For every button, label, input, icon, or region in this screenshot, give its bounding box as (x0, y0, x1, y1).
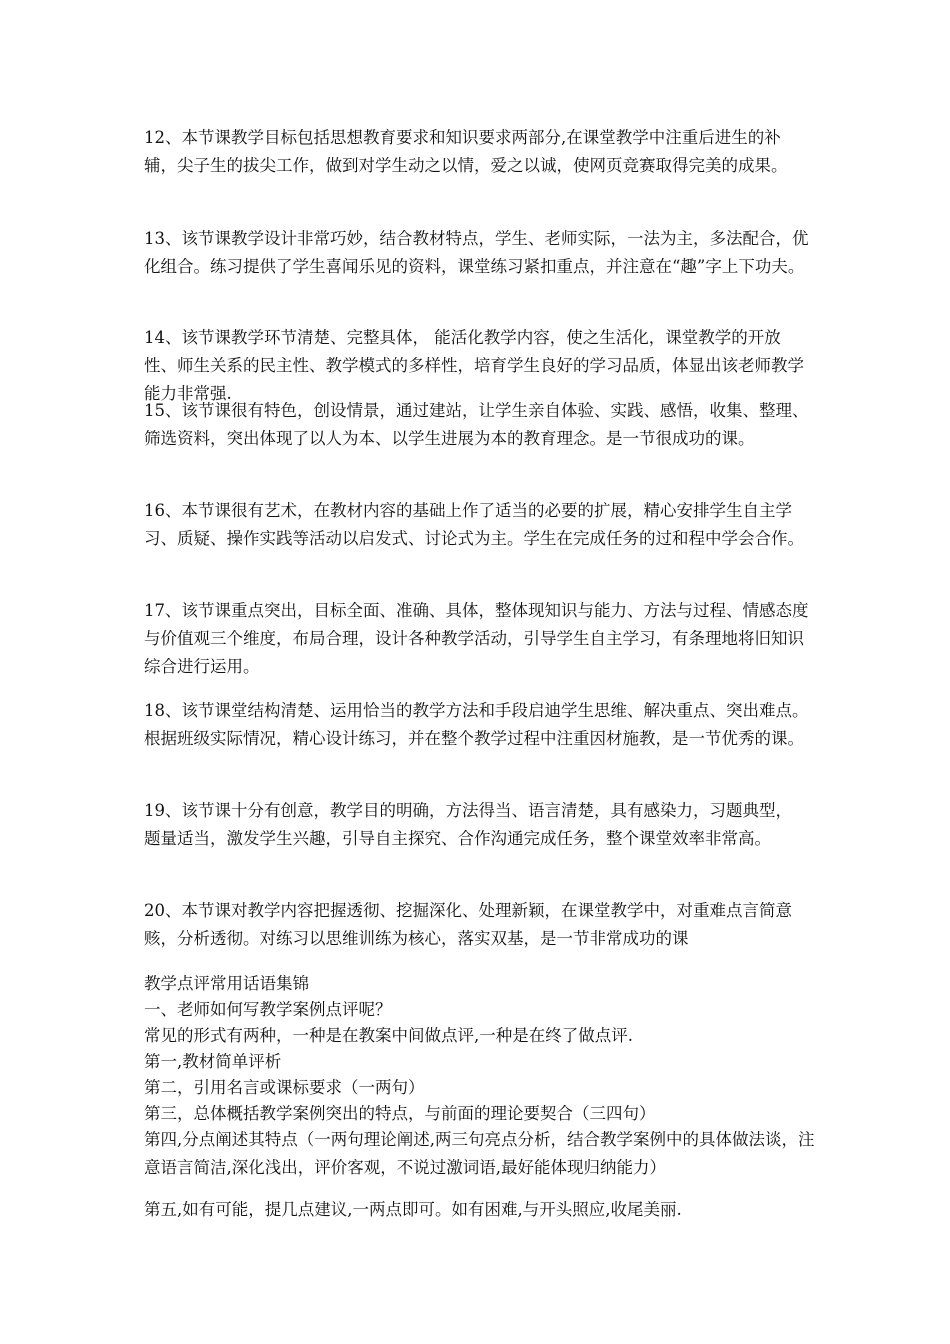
step-5: 第五,如有可能，提几点建议,一两点即可。如有困难,与开头照应,收尾美丽. (144, 1200, 682, 1219)
comment-item-13 (144, 225, 812, 281)
item-text: 该节课很有特色，创设情景，通过建站，让学生亲自体验、实践、感悟，收集、整理、筛选资料，突出体现了以人为本、以学生进展为本的教育理念。是一节很成功的课。 (144, 401, 809, 448)
item-text: 本节课对教学内容把握透彻、挖掘深化、处理新颖，在课堂教学中，对重难点言简意赅，分析透彻。对练习以思维训练为核心，落实双基，是一节非常成功的课 (144, 901, 792, 948)
item-number: 12、 (144, 128, 182, 147)
item-text: 该节课教学设计非常巧妙，结合教材特点，学生、老师实际，一法为主，多法配合，优化组合。练习提供了学生喜闻乐见的资料，课堂练习紧扣重点，并注意在“趣”字上下功夫。 (144, 229, 809, 276)
item-number: 15、 (144, 401, 182, 420)
item-text: 该节课十分有创意，教学目的明确，方法得当、语言清楚，具有感染力，习题典型， 题量适当，激发学生兴趣，引导自主探究、合作沟通完成任务，整个课堂效率非常高。 (144, 801, 792, 848)
comment-item-15 (144, 397, 812, 453)
item-number: 20、 (144, 901, 182, 920)
item-number: 13、 (144, 229, 182, 248)
item-text: 本节课很有艺术，在教材内容的基础上作了适当的必要的扩展，精心安排学生自主学习、质疑、操作实践等活动以启发式、讨论式为主。学生在完成任务的过和程中学会合作。 (144, 501, 804, 548)
item-number: 19、 (144, 801, 182, 820)
step-2: 第二，引用名言或课标要求（一两句） (144, 1078, 425, 1097)
comment-item-17 (144, 597, 812, 681)
item-number: 17、 (144, 601, 182, 620)
item-text: 该节课堂结构清楚、运用恰当的教学方法和手段启迪学生思维、解决重点、突出难点。根据班级实际情况，精心设计练习，并在整个教学过程中注重因材施教，是一节优秀的课。 (144, 701, 809, 748)
comment-item-16 (144, 497, 812, 553)
item-text: 该节课教学环节清楚、完整具体， 能活化教学内容，使之生活化，课堂教学的开放性、师生关系的民主性、教学模式的多样性，培育学生良好的学习品质，体显出该老师教学能力非常强. (144, 328, 804, 403)
item-text: 该节课重点突出，目标全面、准确、具体，整体现知识与能力、方法与过程、情感态度与价值观三个维度，布局合理，设计各种教学活动，引导学生自主学习，有条理地将旧知识综合进行运用。 (144, 601, 809, 676)
comment-item-14 (144, 324, 812, 408)
item-text: 本节课教学目标包括思想教育要求和知识要求两部分,在课堂教学中注重后进生的补辅，尖子生的拔尖工作，做到对学生动之以情，爱之以诚，使网页竞赛取得完美的成果。 (144, 128, 788, 175)
section-intro: 常见的形式有两种，一种是在教案中间做点评,一种是在终了做点评. (144, 1026, 633, 1045)
comment-item-19 (144, 797, 812, 853)
section-question: 一、老师如何写教学案例点评呢？ (144, 1000, 392, 1019)
item-number: 14、 (144, 328, 182, 347)
step-4: 第四,分点阐述其特点（一两句理论阐述,两三句亮点分析，结合教学案例中的具体做法谈，注意语言简洁,深化浅出，评价客观，不说过激词语,最好能体现归纳能力） (144, 1130, 815, 1177)
comment-item-12 (144, 124, 812, 180)
comment-item-18 (144, 697, 812, 753)
item-number: 18、 (144, 701, 182, 720)
step-1: 第一,教材简单评析 (144, 1052, 282, 1071)
comment-item-20 (144, 897, 812, 953)
step-3: 第三，总体概括教学案例突出的特点，与前面的理论要契合（三四句） (144, 1104, 656, 1123)
section-heading: 教学点评常用话语集锦 (144, 974, 309, 993)
item-number: 16、 (144, 501, 182, 520)
